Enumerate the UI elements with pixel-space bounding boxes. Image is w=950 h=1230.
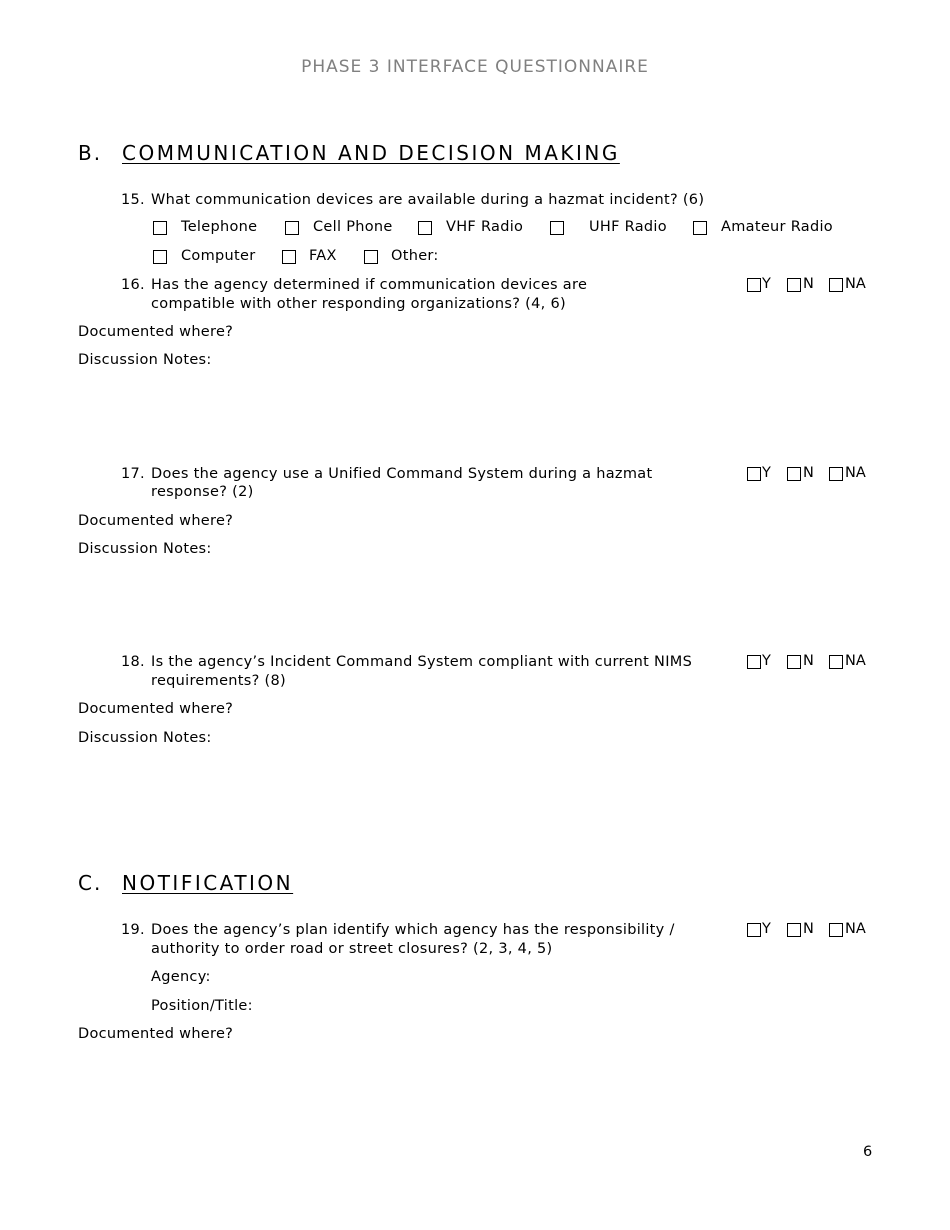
option-other-label: Other: xyxy=(391,248,439,264)
q17-yes-label: Y xyxy=(762,465,771,481)
q17-number: 17. xyxy=(121,466,145,482)
q19-yes-checkbox[interactable] xyxy=(747,923,761,937)
q18-text-line2: requirements? (8) xyxy=(151,673,286,689)
q19-documented-label: Documented where? xyxy=(78,1026,234,1042)
q16-notes-label: Discussion Notes: xyxy=(78,352,212,368)
option-other-checkbox[interactable] xyxy=(364,250,378,264)
option-uhf-radio-label: UHF Radio xyxy=(589,219,667,235)
q19-yes-label: Y xyxy=(762,921,771,937)
q16-yes-label: Y xyxy=(762,276,771,292)
q19-na-checkbox[interactable] xyxy=(829,923,843,937)
q16-text-line1: Has the agency determined if communication devices are xyxy=(151,277,588,293)
q18-notes-label: Discussion Notes: xyxy=(78,730,212,746)
q19-text-line1: Does the agency’s plan identify which agency has the responsibility / xyxy=(151,922,675,938)
q19-no-checkbox[interactable] xyxy=(787,923,801,937)
section-c-letter: C. xyxy=(78,871,103,895)
q17-no-label: N xyxy=(803,465,814,481)
q17-notes-label: Discussion Notes: xyxy=(78,541,212,557)
page-number: 6 xyxy=(863,1144,873,1160)
q16-text-line2: compatible with other responding organizations? (4, 6) xyxy=(151,296,566,312)
option-telephone-label: Telephone xyxy=(181,219,258,235)
q18-na-checkbox[interactable] xyxy=(829,655,843,669)
q16-na-checkbox[interactable] xyxy=(829,278,843,292)
q15-number: 15. xyxy=(121,192,145,208)
q17-no-checkbox[interactable] xyxy=(787,467,801,481)
q18-documented-label: Documented where? xyxy=(78,701,234,717)
q19-agency-label: Agency: xyxy=(151,969,211,985)
q16-documented-label: Documented where? xyxy=(78,324,234,340)
q16-no-label: N xyxy=(803,276,814,292)
page-header: PHASE 3 INTERFACE QUESTIONNAIRE xyxy=(301,57,649,77)
option-amateur-radio-label: Amateur Radio xyxy=(721,219,833,235)
option-amateur-radio-checkbox[interactable] xyxy=(693,221,707,235)
q19-position-label: Position/Title: xyxy=(151,998,253,1014)
q16-na-label: NA xyxy=(845,276,866,292)
q16-number: 16. xyxy=(121,277,145,293)
q18-na-label: NA xyxy=(845,653,866,669)
q19-na-label: NA xyxy=(845,921,866,937)
option-computer-label: Computer xyxy=(181,248,256,264)
option-uhf-radio-checkbox[interactable] xyxy=(550,221,564,235)
q18-text-line1: Is the agency’s Incident Command System compliant with current NIMS xyxy=(151,654,693,670)
q19-number: 19. xyxy=(121,922,145,938)
option-telephone-checkbox[interactable] xyxy=(153,221,167,235)
q18-number: 18. xyxy=(121,654,145,670)
q17-na-label: NA xyxy=(845,465,866,481)
q19-text-line2: authority to order road or street closures? (2, 3, 4, 5) xyxy=(151,941,553,957)
q17-documented-label: Documented where? xyxy=(78,513,234,529)
q19-no-label: N xyxy=(803,921,814,937)
section-b-letter: B. xyxy=(78,141,103,165)
option-vhf-radio-label: VHF Radio xyxy=(446,219,524,235)
q17-text-line2: response? (2) xyxy=(151,484,254,500)
option-fax-label: FAX xyxy=(309,248,337,264)
q16-no-checkbox[interactable] xyxy=(787,278,801,292)
q15-text: What communication devices are available during a hazmat incident? (6) xyxy=(151,192,705,208)
q18-yes-checkbox[interactable] xyxy=(747,655,761,669)
q18-yes-label: Y xyxy=(762,653,771,669)
q17-yes-checkbox[interactable] xyxy=(747,467,761,481)
option-cell-phone-label: Cell Phone xyxy=(313,219,393,235)
section-c-title: NOTIFICATION xyxy=(122,871,294,895)
option-fax-checkbox[interactable] xyxy=(282,250,296,264)
option-cell-phone-checkbox[interactable] xyxy=(285,221,299,235)
option-vhf-radio-checkbox[interactable] xyxy=(418,221,432,235)
q17-text-line1: Does the agency use a Unified Command System during a hazmat xyxy=(151,466,653,482)
q16-yes-checkbox[interactable] xyxy=(747,278,761,292)
q18-no-checkbox[interactable] xyxy=(787,655,801,669)
q18-no-label: N xyxy=(803,653,814,669)
q17-na-checkbox[interactable] xyxy=(829,467,843,481)
option-computer-checkbox[interactable] xyxy=(153,250,167,264)
section-b-title: COMMUNICATION AND DECISION MAKING xyxy=(122,141,620,165)
